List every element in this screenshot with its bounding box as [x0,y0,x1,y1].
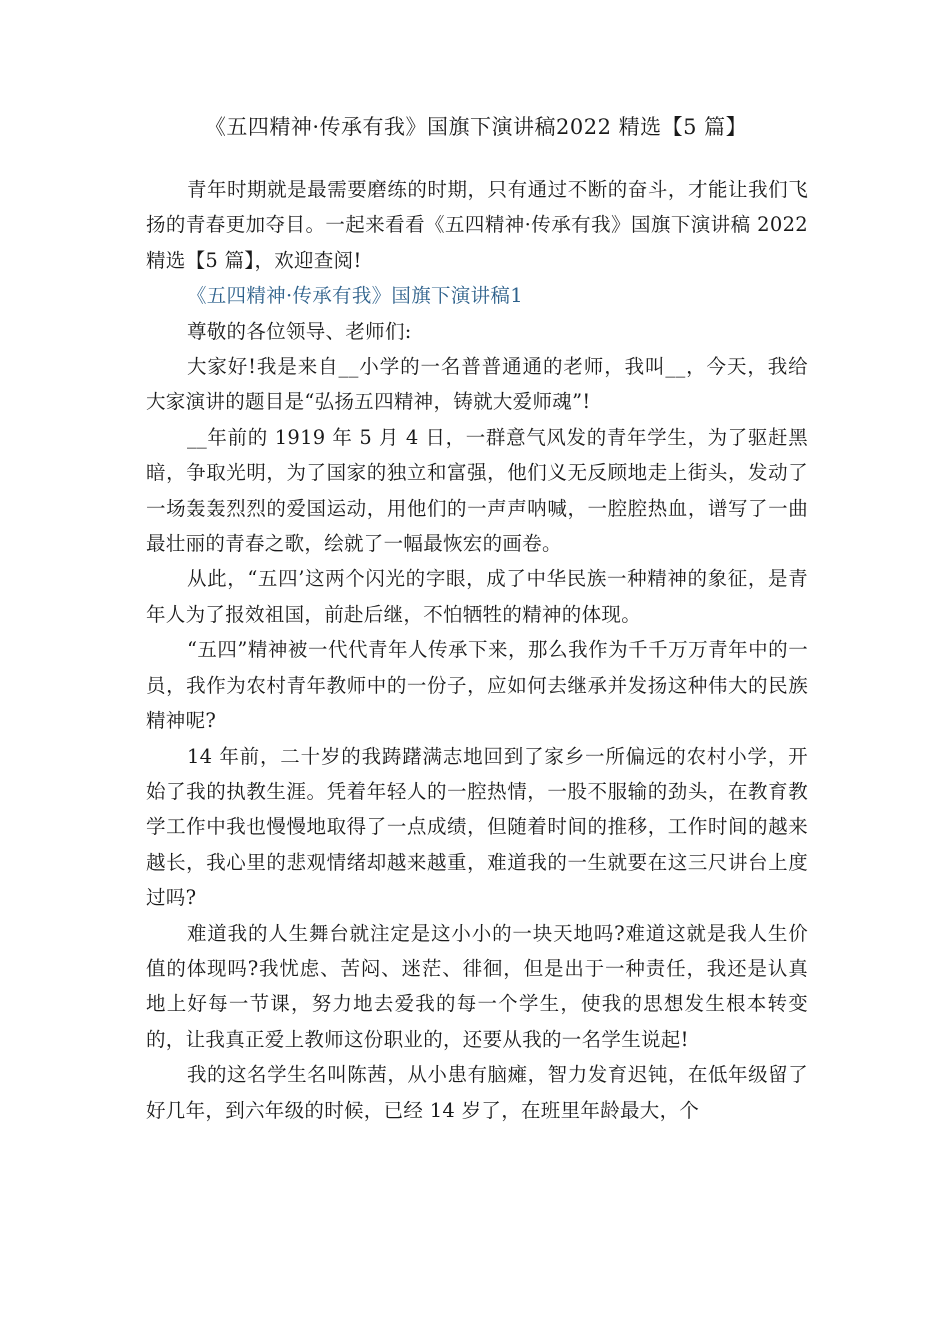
paragraph: 我的这名学生名叫陈茜，从小患有脑瘫，智力发育迟钝，在低年级留了好几年，到六年级的时候，已经 14 岁了，在班里年龄最大，个 [146,1063,808,1122]
paragraph: __年前的 1919 年 5 月 4 日，一群意气风发的青年学生，为了驱赶黑暗，争取光明，为了国家的独立和富强，他们义无反顾地走上街头，发动了一场轰轰烈烈的爱国运动，用他们的一声声呐喊，一腔腔热血，谱写了一曲最壮丽的青春之歌，绘就了一幅最恢宏的画卷。 [146,425,808,556]
paragraph: 从此，“五四’这两个闪光的字眼，成了中华民族一种精神的象征，是青年人为了报效祖国，前赴后继，不怕牺牲的精神的体现。 [146,567,808,626]
document-title: 《五四精神·传承有我》国旗下演讲稿2022 精选【5 篇】 [204,115,748,139]
intro-paragraph: 青年时期就是最需要磨练的时期，只有通过不断的奋斗，才能让我们飞扬的青春更加夺目。一起来看看《五四精神·传承有我》国旗下演讲稿 2022 精选【5 篇】，欢迎查阅! [146,178,808,272]
document-body [146,172,808,1128]
paragraph: “五四”精神被一代代青年人传承下来，那么我作为千千万万青年中的一员，我作为农村青年教师中的一份子，应如何去继承并发扬这种伟大的民族精神呢? [146,638,808,733]
paragraph: 尊敬的各位领导、老师们: [186,319,412,343]
paragraph: 14 年前，二十岁的我踌躇满志地回到了家乡一所偏远的农村小学，开始了我的执教生涯。凭着年轻人的一腔热情，一股不服输的劲头，在教育教学工作中我也慢慢地取得了一点成绩，但随着时间的推移，工作时间的越来越长，我心里的悲观情绪却越来越重，难道我的一生就要在这三尺讲台上度过吗? [146,744,808,910]
paragraph: 难道我的人生舞台就注定是这小小的一块天地吗?难道这就是我人生价值的体现吗?我忧虑、苦闷、迷茫、徘徊，但是出于一种责任，我还是认真地上好每一节课，努力地去爱我的每一个学生，使我的思想发生根本转变的，让我真正爱上教师这份职业的，还要从我的一名学生说起! [146,921,808,1051]
section-heading: 《五四精神·传承有我》国旗下演讲稿1 [186,284,523,308]
paragraph: 大家好!我是来自__小学的一名普普通通的老师，我叫__，今天，我给大家演讲的题目是“弘扬五四精神，铸就大爱师魂”! [146,355,808,414]
